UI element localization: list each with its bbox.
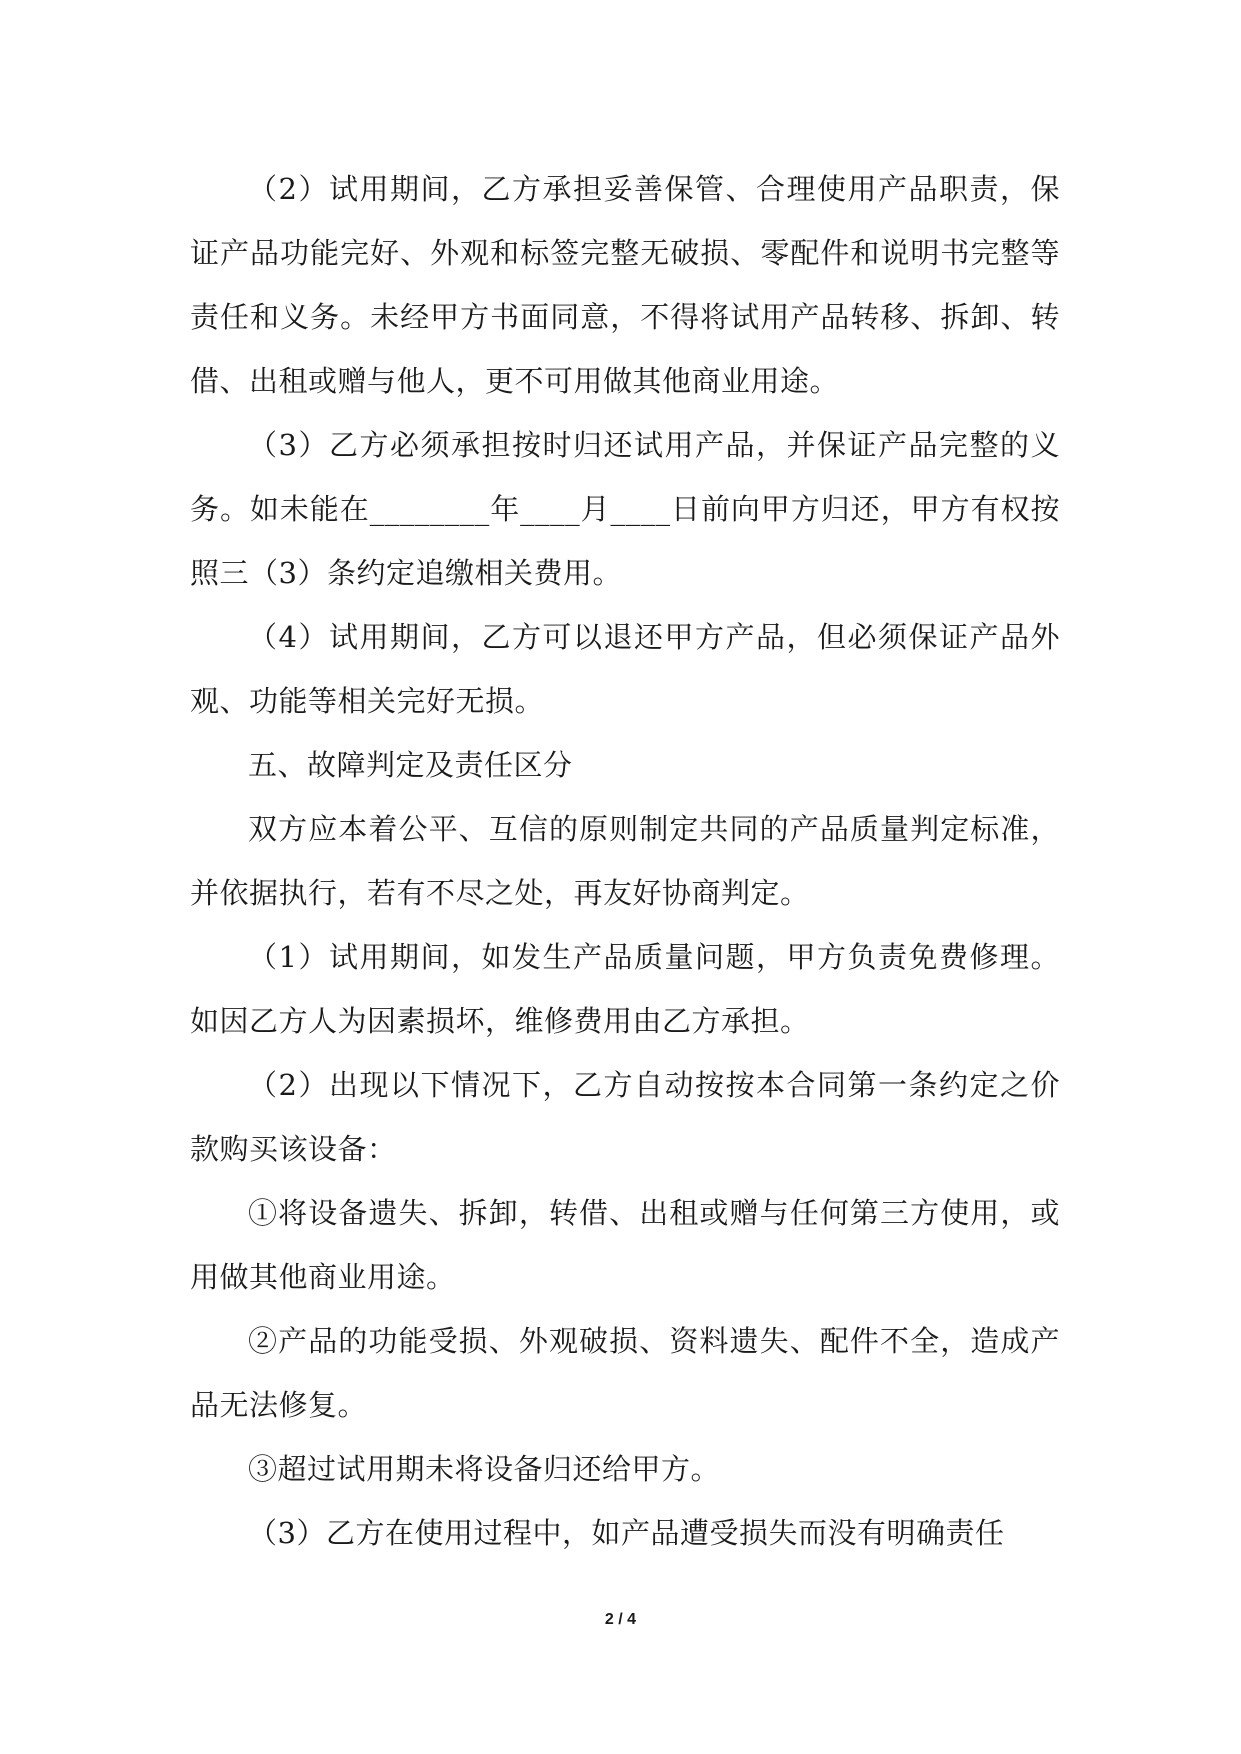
paragraph-return-obligation: （3）乙方必须承担按时归还试用产品，并保证产品完整的义务。如未能在________年____月____日前向甲方归还，甲方有权按照三（3）条约定追缴相关费用。 <box>190 428 1060 590</box>
list-item-condition-3: ③超过试用期未将设备归还给甲方。 <box>248 1452 721 1486</box>
document-body <box>190 157 1060 1565</box>
paragraph-early-return: （4）试用期间，乙方可以退还甲方产品，但必须保证产品外观、功能等相关完好无损。 <box>190 620 1060 718</box>
paragraph-purchase-conditions: （2）出现以下情况下，乙方自动按按本合同第一条约定之价款购买该设备： <box>190 1068 1060 1166</box>
paragraph-quality-standard: 双方应本着公平、互信的原则制定共同的产品质量判定标准，并依据执行，若有不尽之处，再友好协商判定。 <box>190 812 1060 910</box>
page-number: 2 / 4 <box>604 1611 637 1628</box>
paragraph-loss-liability: （3）乙方在使用过程中，如产品遭受损失而没有明确责任 <box>248 1516 1005 1550</box>
list-item-condition-2: ②产品的功能受损、外观破损、资料遗失、配件不全，造成产品无法修复。 <box>190 1324 1060 1422</box>
paragraph-free-repair: （1）试用期间，如发生产品质量问题，甲方负责免费修理。如因乙方人为因素损坏，维修费用由乙方承担。 <box>190 940 1060 1038</box>
section-heading-fault-determination: 五、故障判定及责任区分 <box>248 748 573 782</box>
list-item-condition-1: ①将设备遗失、拆卸，转借、出租或赠与任何第三方使用，或用做其他商业用途。 <box>190 1196 1060 1294</box>
paragraph-trial-custody: （2）试用期间，乙方承担妥善保管、合理使用产品职责，保证产品功能完好、外观和标签完整无破损、零配件和说明书完整等责任和义务。未经甲方书面同意，不得将试用产品转移、拆卸、转借、出租或赠与他人，更不可用做其他商业用途。 <box>190 172 1060 398</box>
